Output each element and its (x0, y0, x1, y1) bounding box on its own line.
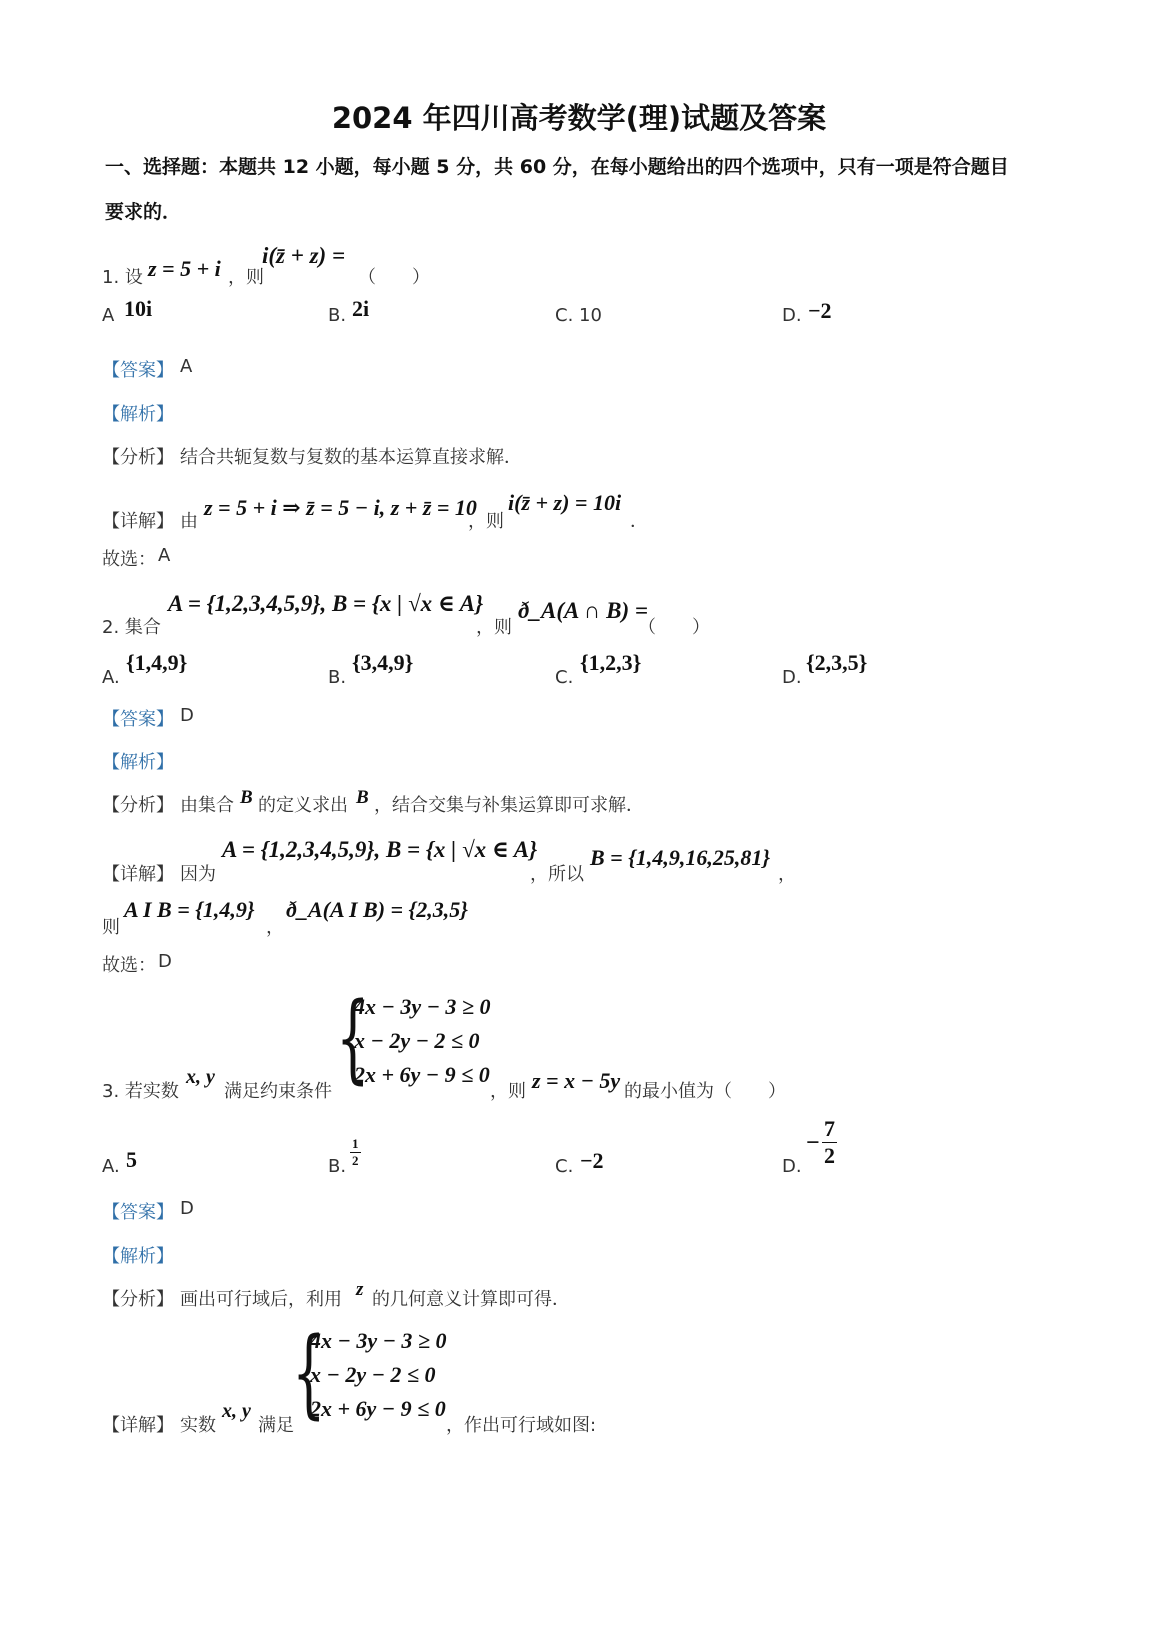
q3-option-b-label: B. (328, 1156, 347, 1177)
q2-condition: A = {1,2,3,4,5,9}, B = {x | √x ∈ A} (168, 591, 484, 616)
q3-option-d-label: D. (782, 1156, 802, 1177)
q1-option-b: 2i (352, 296, 370, 321)
q1-paren: （ ） (358, 267, 430, 288)
q2-fenxi-1: 由集合 (180, 795, 234, 816)
q1-option-a: 10i (124, 296, 153, 321)
q3-prefix: 3. 若实数 (102, 1081, 179, 1102)
q2-fenxi-3: ，结合交集与补集运算即可求解． (374, 795, 644, 816)
q2-option-b: {3,4,9} (352, 650, 414, 675)
q2-choose-tag: 故选： (102, 955, 156, 976)
q2-answer-tag: 【答案】 (102, 709, 174, 730)
q3-option-d-fraction (822, 1116, 837, 1169)
q3-mid1: 满足约束条件 (224, 1081, 332, 1102)
q2-option-b-label: B. (328, 667, 347, 688)
q1-answer: A (180, 356, 193, 377)
q3-answer: D (180, 1198, 194, 1219)
q3-option-d-numerator: 7 (824, 1116, 835, 1141)
q1-option-d-label: D. (782, 305, 802, 326)
q3-detail-system-brace: { (292, 1317, 326, 1429)
q3-expression: z = x − 5y (532, 1068, 621, 1093)
q3-fenxi-2: 的几何意义计算即可得． (372, 1289, 570, 1310)
q2-detail-pre: 因为 (180, 864, 216, 885)
q1-option-a-label: A (102, 305, 115, 326)
q2-then: ，则 (476, 617, 512, 638)
q3-option-d-denominator: 2 (824, 1143, 835, 1168)
q2-analysis-tag: 【解析】 (102, 752, 174, 773)
q3-system-row-1: 4x − 3y − 3 ≥ 0 (354, 994, 491, 1019)
q3-option-b-denominator: 2 (352, 1153, 359, 1168)
q1-expression: i(z̄ + z) = (262, 243, 346, 268)
q3-detail-pre: 实数 (180, 1415, 216, 1436)
q2-option-c-label: C. (555, 667, 574, 688)
q2-option-a-label: A. (102, 667, 120, 688)
q3-detail-vars: x, y (222, 1400, 251, 1422)
q3-mid2: ，则 (490, 1081, 526, 1102)
q1-detail-math: z = 5 + i ⇒ z̄ = 5 − i, z + z̄ = 10 (204, 495, 477, 520)
q1-prefix: 1. 设 (102, 267, 143, 288)
q3-detail-tag: 【详解】 (102, 1415, 174, 1436)
q1-detail-end: ． (630, 511, 648, 532)
section-heading-line1: 一、选择题：本题共 12 小题，每小题 5 分，共 60 分，在每小题给出的四个选项中，只有一项是符合题目 (105, 156, 1009, 178)
q1-choose-tag: 故选： (102, 549, 156, 570)
q3-analysis-tag: 【解析】 (102, 1246, 174, 1267)
q3-fenxi-z: z (356, 1279, 364, 1300)
q3-detail-system-row-3: 2x + 6y − 9 ≤ 0 (310, 1396, 446, 1421)
page-title: 2024 年四川高考数学(理)试题及答案 (331, 101, 827, 135)
q2-line2-math2: ð_A(A I B) = {2,3,5} (286, 897, 468, 922)
q1-option-c: C. 10 (555, 305, 602, 326)
q3-system-row-2: x − 2y − 2 ≤ 0 (354, 1028, 480, 1053)
q2-expression: ð_A(A ∩ B) = (518, 598, 648, 623)
q2-detail-end: ， (778, 864, 796, 885)
q1-condition: z = 5 + i (148, 256, 221, 281)
q2-line2-math: A I B = {1,4,9} (124, 897, 255, 922)
q3-option-c: −2 (580, 1148, 604, 1173)
q1-detail-mid: ，则 (468, 511, 504, 532)
q2-option-c: {1,2,3} (580, 650, 642, 675)
q3-answer-tag: 【答案】 (102, 1202, 174, 1223)
q2-answer: D (180, 705, 194, 726)
q1-answer-tag: 【答案】 (102, 360, 174, 381)
q3-detail-system-row-2: x − 2y − 2 ≤ 0 (310, 1362, 436, 1387)
q3-option-c-label: C. (555, 1156, 574, 1177)
q3-system-row-3: 2x + 6y − 9 ≤ 0 (354, 1062, 490, 1087)
q2-option-d: {2,3,5} (806, 650, 868, 675)
q3-vars: x, y (186, 1066, 215, 1088)
q1-detail-pre: 由 (180, 511, 198, 532)
q3-detail-system-row-1: 4x − 3y − 3 ≥ 0 (310, 1328, 447, 1353)
q3-system (354, 990, 491, 1092)
q2-line2-pre: 则 (102, 917, 120, 938)
q1-detail-math2: i(z̄ + z) = 10i (508, 490, 622, 515)
q2-option-a: {1,4,9} (126, 650, 188, 675)
q1-option-b-label: B. (328, 305, 347, 326)
q2-fenxi-b1: B (240, 787, 253, 808)
q2-option-d-label: D. (782, 667, 802, 688)
q1-fenxi: 结合共轭复数与复数的基本运算直接求解． (180, 447, 522, 468)
q2-choose: D (158, 951, 172, 972)
q1-choose: A (158, 545, 171, 566)
q3-detail-mid: 满足 (258, 1415, 294, 1436)
q3-option-b-fraction (350, 1136, 361, 1169)
q3-fenxi-1: 画出可行域后，利用 (180, 1289, 342, 1310)
section-heading-line2: 要求的． (105, 201, 182, 223)
q3-system-brace: { (336, 982, 370, 1094)
q2-detail-tag: 【详解】 (102, 864, 174, 885)
q2-fenxi-2: 的定义求出 (258, 795, 348, 816)
q2-fenxi-b2: B (356, 787, 369, 808)
q2-line2-mid: ， (266, 917, 284, 938)
q3-option-a-label: A. (102, 1156, 120, 1177)
q3-tail: 的最小值为（ ） (624, 1081, 786, 1102)
q1-option-d: −2 (808, 298, 832, 323)
q1-detail-tag: 【详解】 (102, 511, 174, 532)
q3-option-d-sign: − (806, 1130, 820, 1156)
q3-detail-system (310, 1324, 447, 1426)
q1-then: ，则 (228, 267, 264, 288)
q3-fenxi-tag: 【分析】 (102, 1289, 174, 1310)
q3-option-b-numerator: 1 (352, 1136, 359, 1151)
q2-fenxi-tag: 【分析】 (102, 795, 174, 816)
q2-detail-math: A = {1,2,3,4,5,9}, B = {x | √x ∈ A} (222, 837, 538, 862)
q2-detail-mid: ，所以 (530, 864, 584, 885)
q2-paren: （ ） (638, 617, 710, 638)
q2-prefix: 2. 集合 (102, 617, 161, 638)
q2-detail-math2: B = {1,4,9,16,25,81} (590, 845, 771, 870)
q3-detail-end: ，作出可行域如图: (446, 1415, 597, 1436)
q1-analysis-tag: 【解析】 (102, 404, 174, 425)
q3-option-a: 5 (126, 1147, 137, 1172)
q1-fenxi-tag: 【分析】 (102, 447, 174, 468)
